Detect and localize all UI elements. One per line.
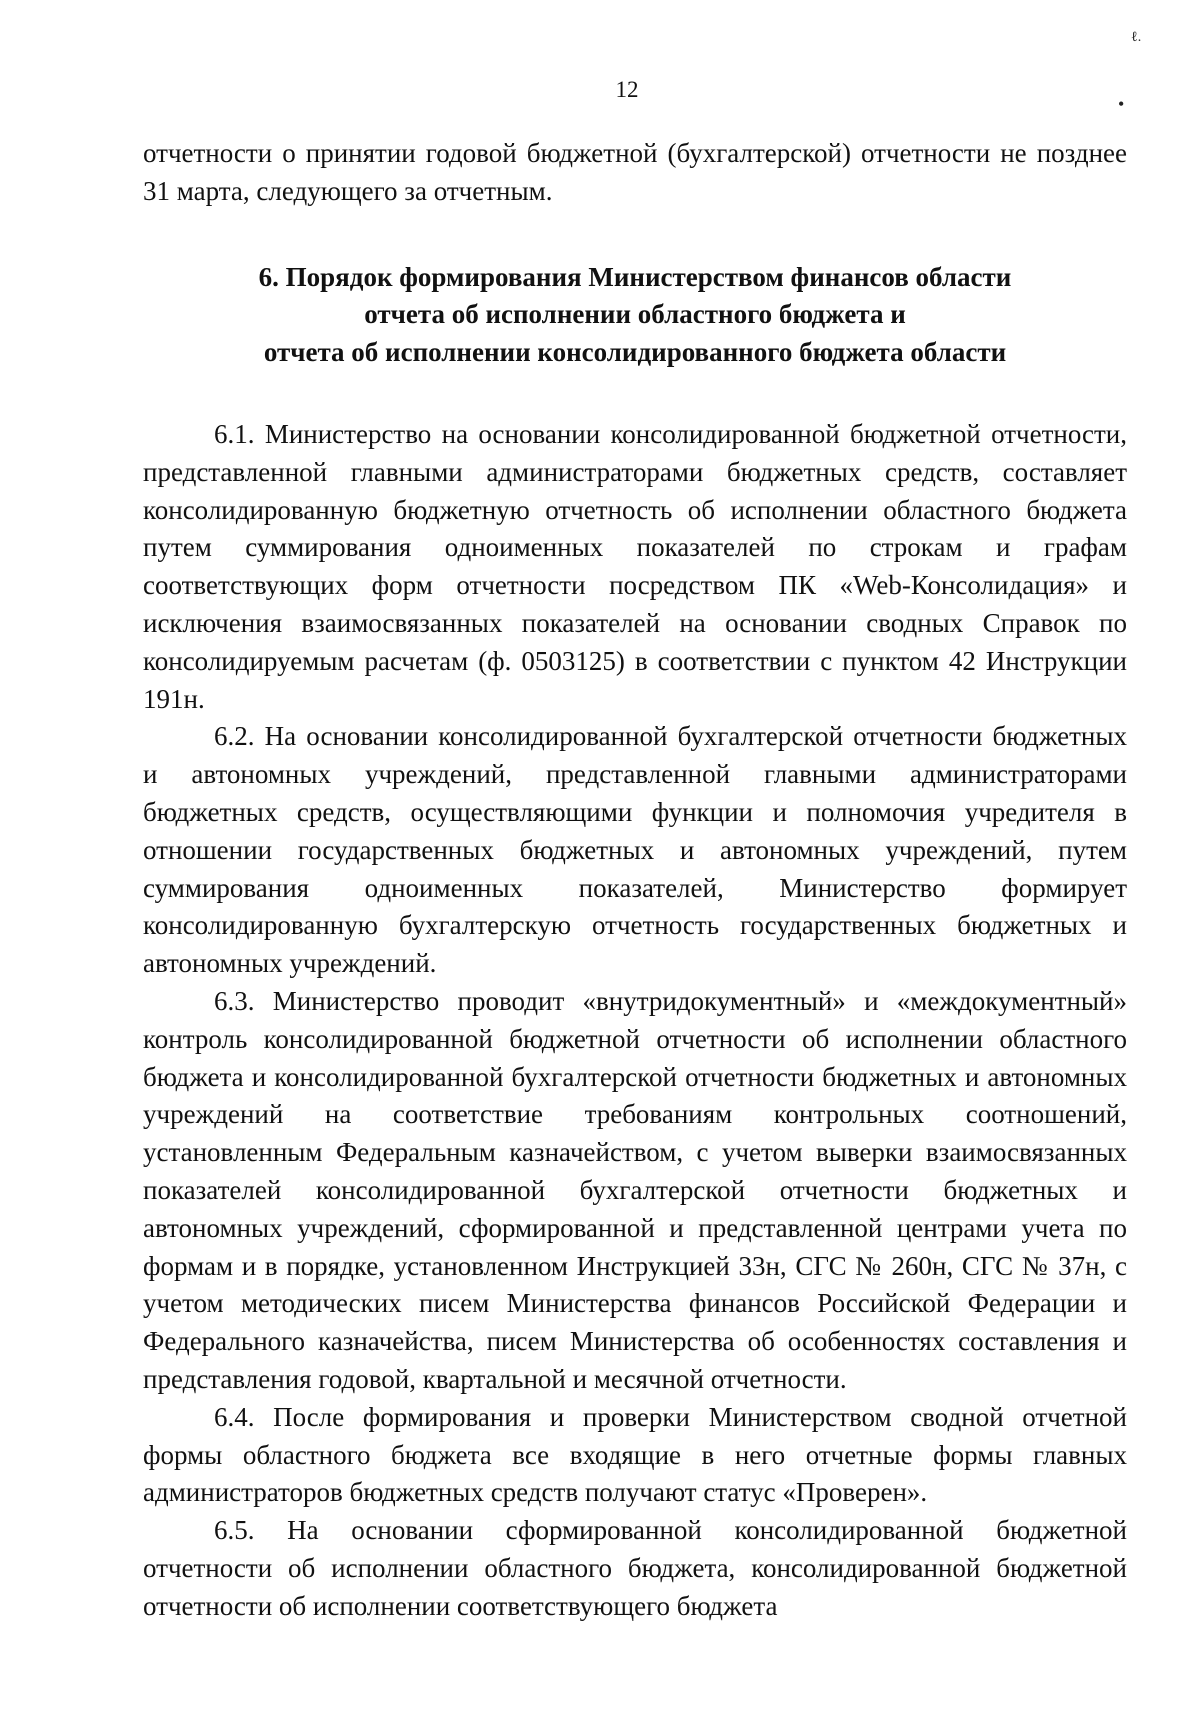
paragraph-6-3: 6.3. Министерство проводит «внутридокументный» и «междокументный» контроль консолидированной бюджетной отчетности об исполнении областного бюджета и консолидированной бухгалтерской отчетности бюджетных и автономных учреждений на соответствие требованиям контрольных соотношений, установленным Федеральным казначейством, с учетом выверки взаимосвязанных показателей консолидированной бухгалтерской отчетности бюджетных и автономных учреждений, сформированной и представленной центрами учета по формам и в порядке, установленном Инструкцией 33н, СГС № 260н, СГС № 37н, с учетом методических писем Министерства финансов Российской Федерации и Федерального казначейства, писем Министерства об особенностях составления и представления годовой, квартальной и месячной отчетности. bbox=[143, 985, 1127, 1394]
section-title bbox=[143, 259, 1127, 372]
paragraph-6-4: 6.4. После формирования и проверки Министерством сводной отчетной формы областного бюджета все входящие в него отчетные формы главных администраторов бюджетных средств получают статус «Проверен». bbox=[143, 1401, 1127, 1508]
page-number: 12 bbox=[615, 77, 639, 102]
corner-mark: ℓ. bbox=[1131, 30, 1142, 45]
corner-dot: • bbox=[1118, 94, 1125, 114]
section-title-line: отчета об исполнении областного бюджета и bbox=[364, 299, 906, 330]
document-body bbox=[143, 135, 1127, 1625]
paragraph-6-2: 6.2. На основании консолидированной бухгалтерской отчетности бюджетных и автономных учреждений, представленной главными администраторами бюджетных средств, осуществляющими функции и полномочия учредителя в отношении государственных бюджетных и автономных учреждений, путем суммирования одноименных показателей, Министерство формирует консолидированную бухгалтерскую отчетность государственных бюджетных и автономных учреждений. bbox=[143, 721, 1127, 979]
section-title-line: отчета об исполнении консолидированного бюджета области bbox=[263, 337, 1007, 368]
intro-paragraph: отчетности о принятии годовой бюджетной (бухгалтерской) отчетности не позднее 31 марта, следующего за отчетным. bbox=[143, 138, 1127, 206]
paragraph-6-5: 6.5. На основании сформированной консолидированной бюджетной отчетности об исполнении областного бюджета, консолидированной бюджетной отчетности об исполнении соответствующего бюджета bbox=[143, 1515, 1127, 1621]
section-title-line: 6. Порядок формирования Министерством финансов области bbox=[258, 261, 1012, 292]
paragraph-6-1: 6.1. Министерство на основании консолидированной бюджетной отчетности, представленной главными администраторами бюджетных средств, составляет консолидированную бюджетную отчетность об исполнении областного бюджета путем суммирования одноименных показателей по строкам и графам соответствующих форм отчетности посредством ПК «Web-Консолидация» и исключения взаимосвязанных показателей на основании сводных Справок по консолидируемым расчетам (ф. 0503125) в соответствии с пунктом 42 Инструкции 191н. bbox=[143, 418, 1127, 714]
